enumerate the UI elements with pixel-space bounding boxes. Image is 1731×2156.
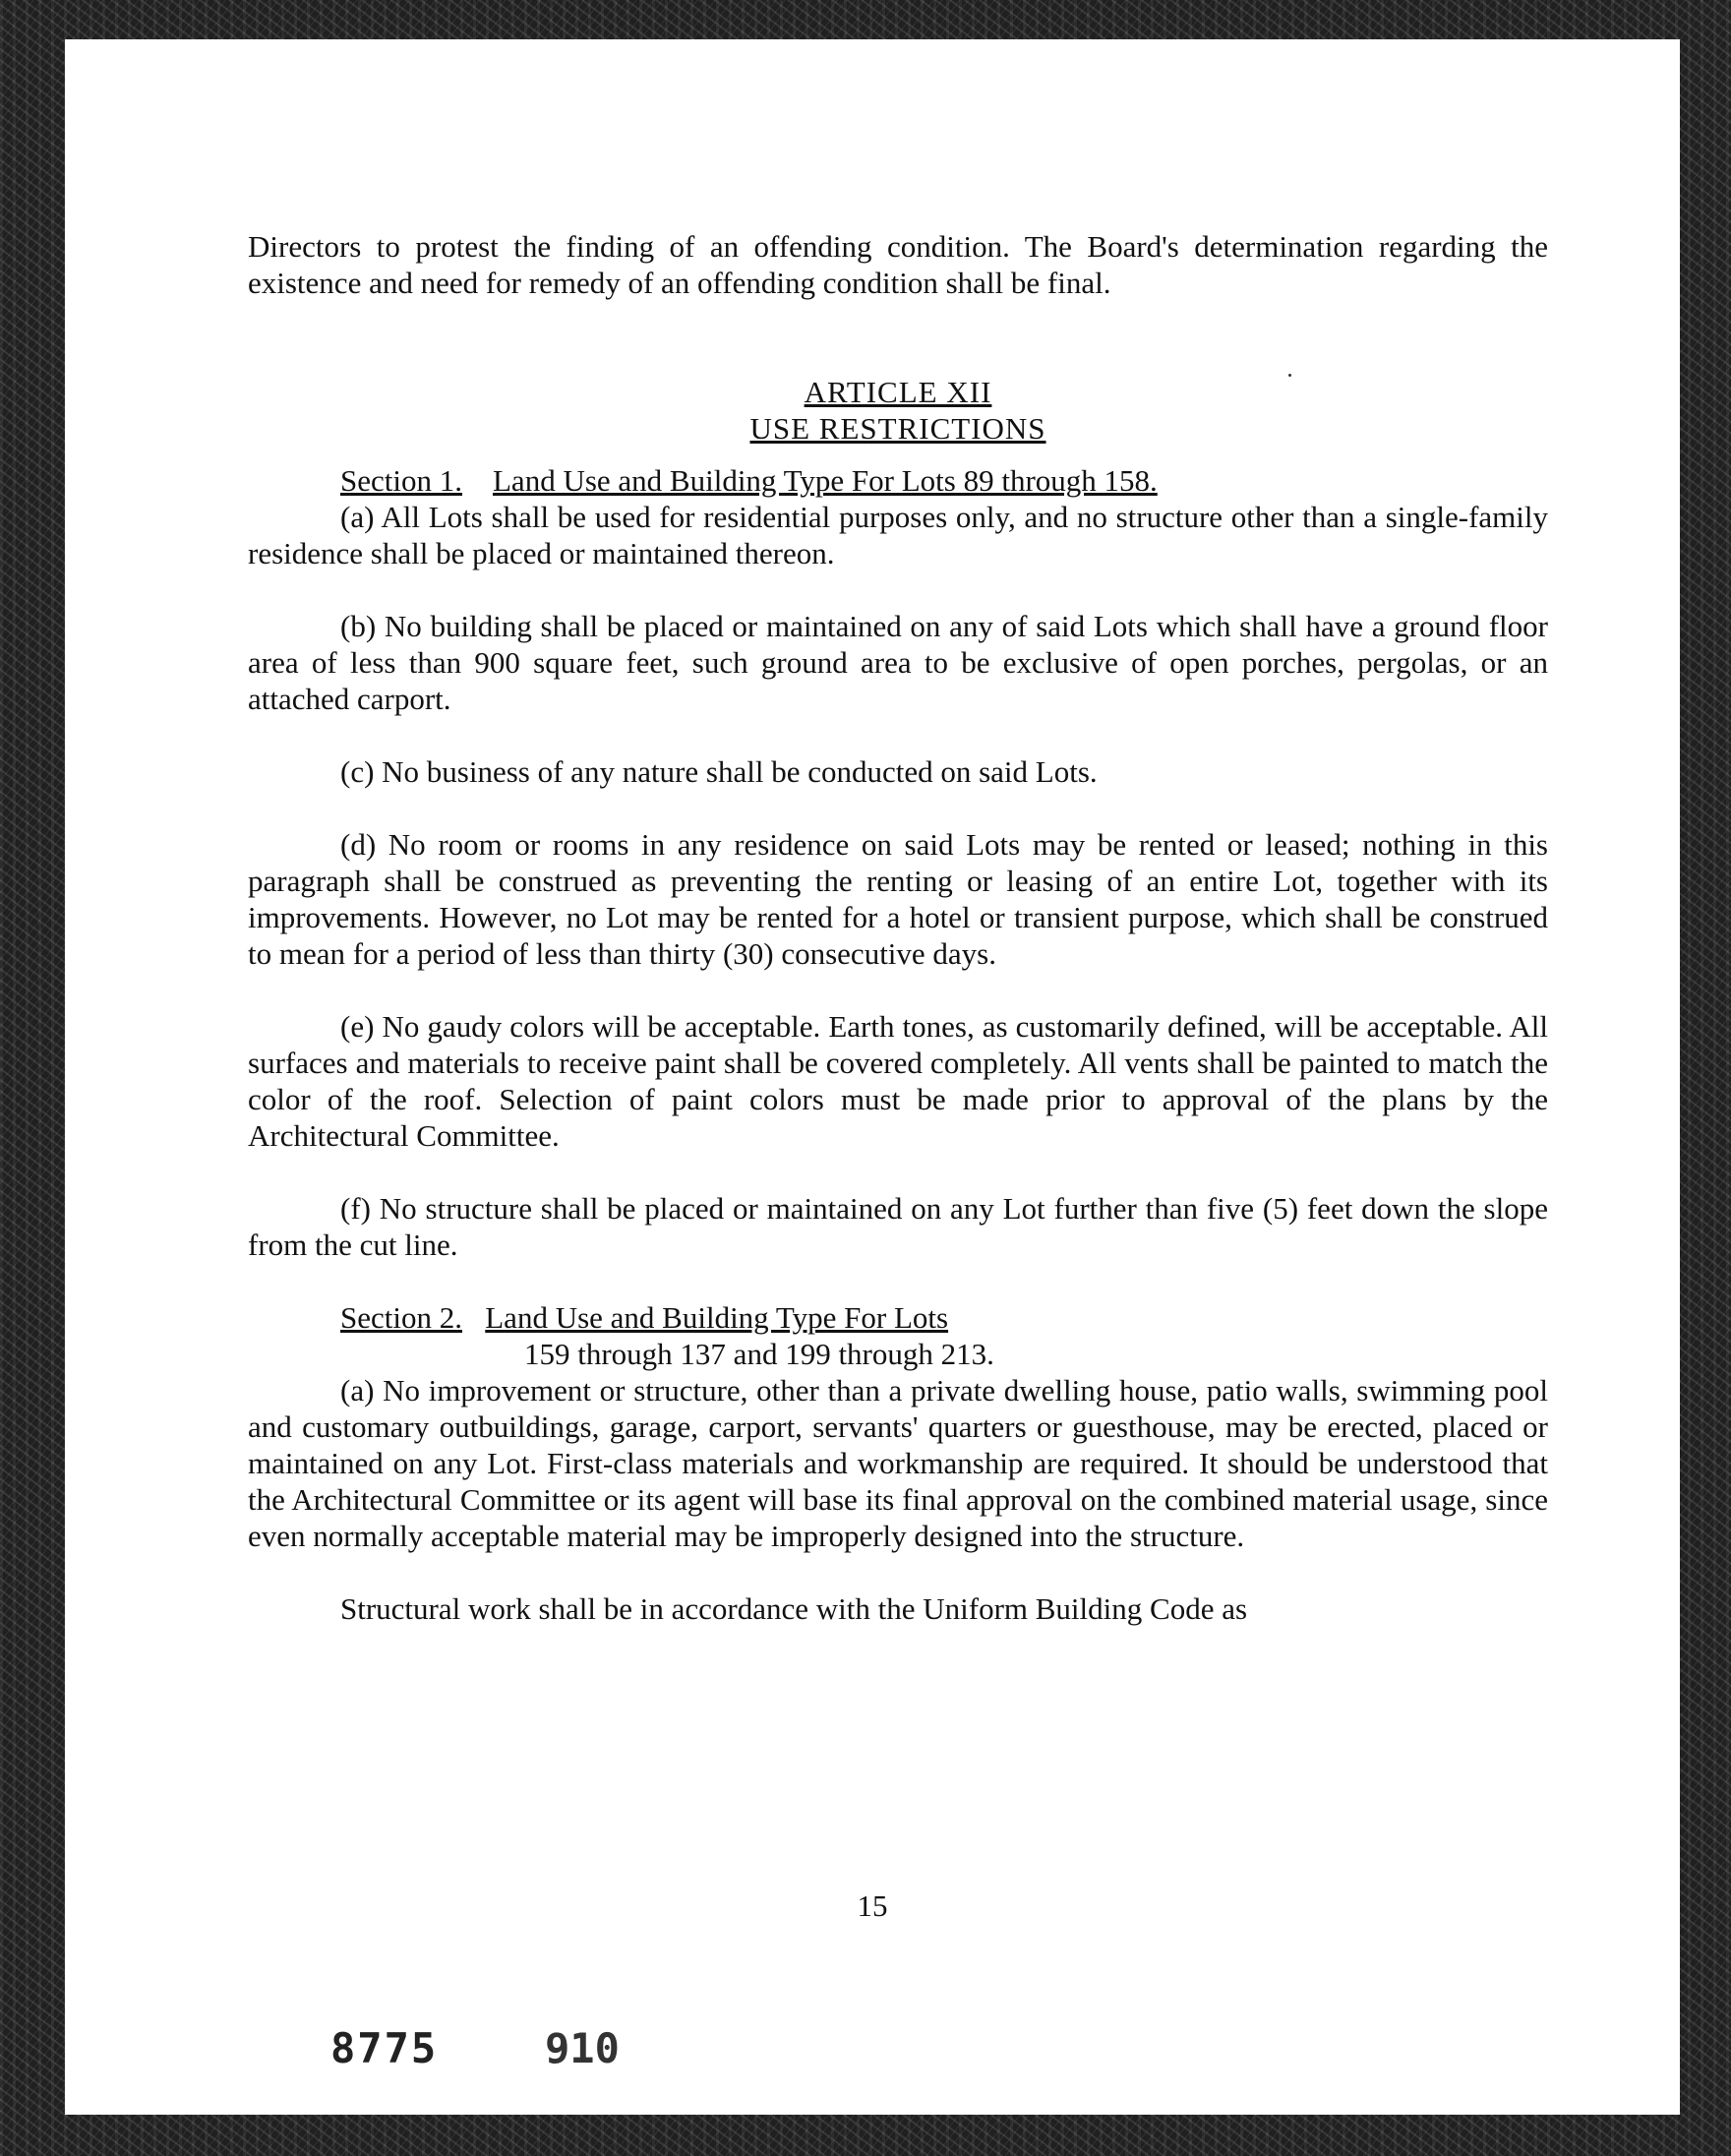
section-2-title-end: .: [986, 1337, 994, 1371]
section-2-paragraph-a: (a) No improvement or structure, other than a private dwelling house, patio walls, swimming pool and customary outbuildings, garage, carport, servants' quarters or guesthouse, may be erected, placed or maintained on any Lot. First-class materials and workmanship are required. It should be understood that the Architectural Committee or its agent will base its final approval on the combined material usage, since even normally acceptable material may be improperly designed into the structure.: [248, 1373, 1548, 1553]
continuation-paragraph: Directors to protest the finding of an offending condition. The Board's determination regarding the existence and need for remedy of an offending condition shall be final.: [248, 229, 1548, 300]
section-2-label: Section 2.: [340, 1300, 462, 1335]
section-2-title-line2: 159 through 137 and 199 through 213: [524, 1337, 987, 1371]
section-1-paragraph-a: (a) All Lots shall be used for residential purposes only, and no structure other than a single-family residence shall be placed or maintained thereon.: [248, 500, 1548, 570]
article-subtitle: USE RESTRICTIONS: [749, 411, 1046, 446]
scan-speck: [1288, 374, 1291, 377]
section-1-paragraph-e: (e) No gaudy colors will be acceptable. Earth tones, as customarily defined, will be acceptable. All surfaces and materials to receive paint shall be covered completely. All vents shall be painted to match the color of the roof. Selection of paint colors must be made prior to approval of the plans by the Architectural Committee.: [248, 1009, 1548, 1153]
footer-document-code: 8775: [330, 2024, 439, 2072]
section-1-heading: [248, 462, 1548, 499]
document-page: [65, 39, 1680, 2115]
footer-stamp-number: 910: [545, 2024, 620, 2072]
section-1-paragraph-d: (d) No room or rooms in any residence on said Lots may be rented or leased; nothing in this paragraph shall be construed as preventing the renting or leasing of an entire Lot, together with its improvements. However, no Lot may be rented for a hotel or transient purpose, which shall be construed to mean for a period of less than thirty (30) consecutive days.: [248, 827, 1548, 971]
page-number: 15: [857, 1888, 888, 1923]
section-2-heading: [248, 1299, 1548, 1336]
section-1-paragraph-c: (c) No business of any nature shall be conducted on said Lots.: [340, 754, 1098, 789]
section-1-paragraph-b: (b) No building shall be placed or maintained on any of said Lots which shall have a ground floor area of less than 900 square feet, such ground area to be exclusive of open porches, pergolas, or an attached carport.: [248, 609, 1548, 716]
section-1-paragraph-f: (f) No structure shall be placed or maintained on any Lot further than five (5) feet down the slope from the cut line.: [248, 1191, 1548, 1262]
section-2-heading-line2: [248, 1336, 1548, 1372]
section-1-label: Section 1.: [340, 463, 462, 498]
section-2-paragraph-structural: Structural work shall be in accordance with the Uniform Building Code as: [340, 1591, 1248, 1626]
section-2-title-line1: Land Use and Building Type For Lots: [485, 1300, 949, 1335]
article-title: ARTICLE XII: [804, 375, 992, 409]
page-content: [248, 228, 1548, 1627]
section-1-title: Land Use and Building Type For Lots 89 through 158.: [493, 463, 1158, 498]
